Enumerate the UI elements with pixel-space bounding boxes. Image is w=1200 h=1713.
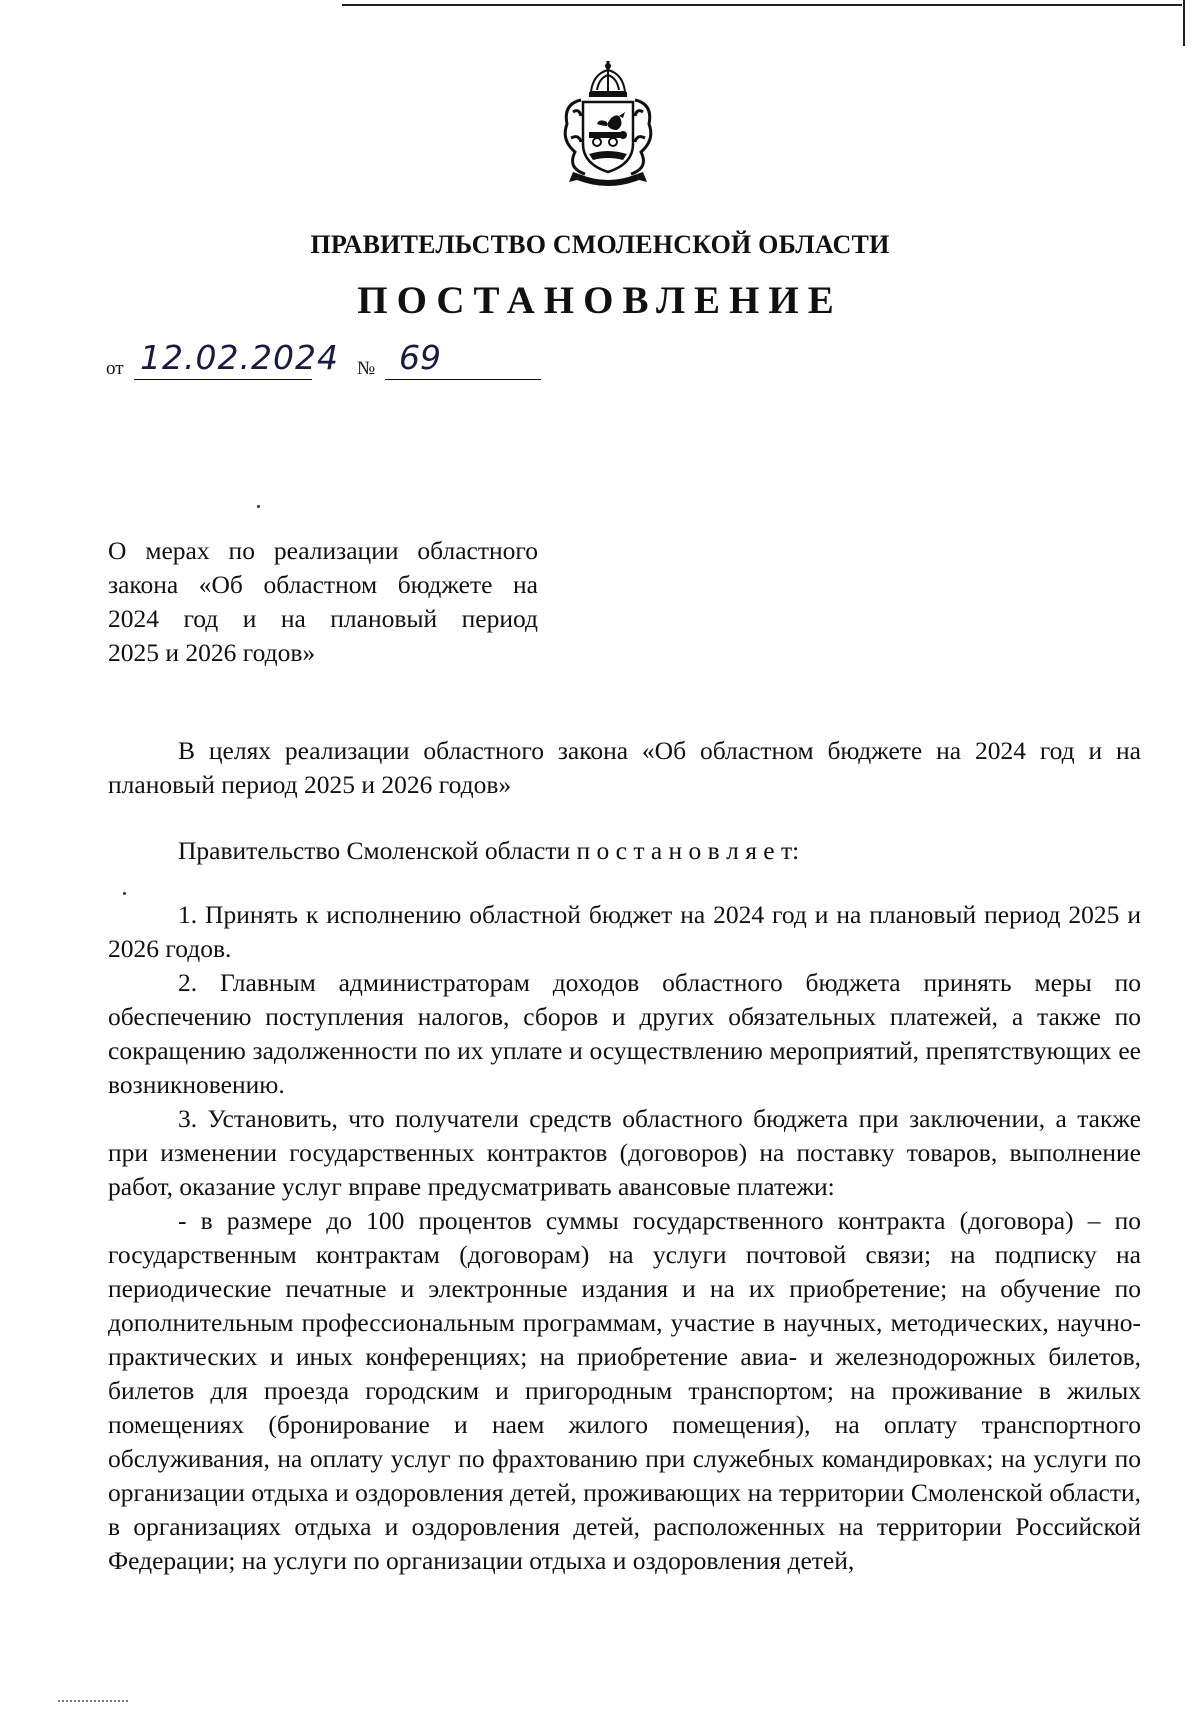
scan-artifact-dots — [58, 1700, 128, 1705]
scan-edge-line-right — [1183, 0, 1185, 46]
date-prefix: от — [106, 358, 124, 379]
clause-3: 3. Установить, что получатели средств областного бюджета при заключении, а также при изменении государственных контрактов (договоров) на поставку товаров, выполнение работ, оказание услуг вправе предусматривать авансовые платежи: — [108, 1104, 1141, 1201]
document-type-title: ПОСТАНОВЛЕНИЕ — [357, 279, 843, 322]
resolution-lead-block — [108, 834, 1141, 868]
subject-line: закона «Об областном бюджете на — [108, 570, 538, 599]
resolution-lead: Правительство Смоленской области п о с т а н о в л я е т: — [178, 836, 800, 865]
document-date: 12.02.2024 — [140, 338, 339, 377]
clause-3-item-1: - в размере до 100 процентов суммы государственного контракта (договора) – по государственным контрактам (договорам) на услуги почтовой связи; на подписку на периодические печатные и электронные издания и на их приобретение; на обучение по дополнительным профессиональным программам, участие в научных, методических, научно-практических и иных конференциях; на приобретение авиа- и железнодорожных билетов, билетов для проезда городским и пригородным транспортом; на проживание в жилых помещениях (бронирование и наем жилого помещения), на оплату транспортного обслуживания, на оплату услуг по фрахтованию при служебных командировках; на услуги по организации отдыха и оздоровления детей, проживающих на территории Смоленской области, в организациях отдыха и оздоровления детей, расположенных на территории Российской Федерации; на услуги по организации отдыха и оздоровления детей, — [108, 1206, 1141, 1575]
preamble-block — [108, 734, 1141, 802]
date-underline — [134, 379, 312, 380]
scan-edge-line-top — [342, 4, 1182, 6]
government-name: ПРАВИТЕЛЬСТВО СМОЛЕНСКОЙ ОБЛАСТИ — [310, 230, 890, 259]
clauses-block — [108, 898, 1141, 1578]
subject-line: 2025 и 2026 годов» — [108, 638, 316, 667]
subject-line: О мерах по реализации областного — [108, 536, 538, 565]
scan-speck — [257, 505, 260, 508]
number-underline — [385, 379, 541, 380]
scan-speck — [123, 892, 126, 895]
document-meta — [106, 340, 546, 380]
document-number: 69 — [399, 338, 441, 377]
preamble: В целях реализации областного закона «Об областном бюджете на 2024 год и на плановый период 2025 и 2026 годов» — [108, 736, 1141, 799]
subject-line: 2024 год и на плановый период — [108, 604, 538, 633]
coat-of-arms-icon — [553, 60, 663, 190]
clause-2: 2. Главным администраторам доходов областного бюджета принять меры по обеспечению поступления налогов, сборов и других обязательных платежей, а также по сокращению задолженности по их уплате и осуществлению мероприятий, препятствующих ее возникновению. — [108, 968, 1141, 1099]
clause-1: 1. Принять к исполнению областной бюджет на 2024 год и на плановый период 2025 и 2026 годов. — [108, 900, 1141, 963]
number-prefix: № — [357, 358, 376, 379]
document-subject — [108, 534, 538, 670]
